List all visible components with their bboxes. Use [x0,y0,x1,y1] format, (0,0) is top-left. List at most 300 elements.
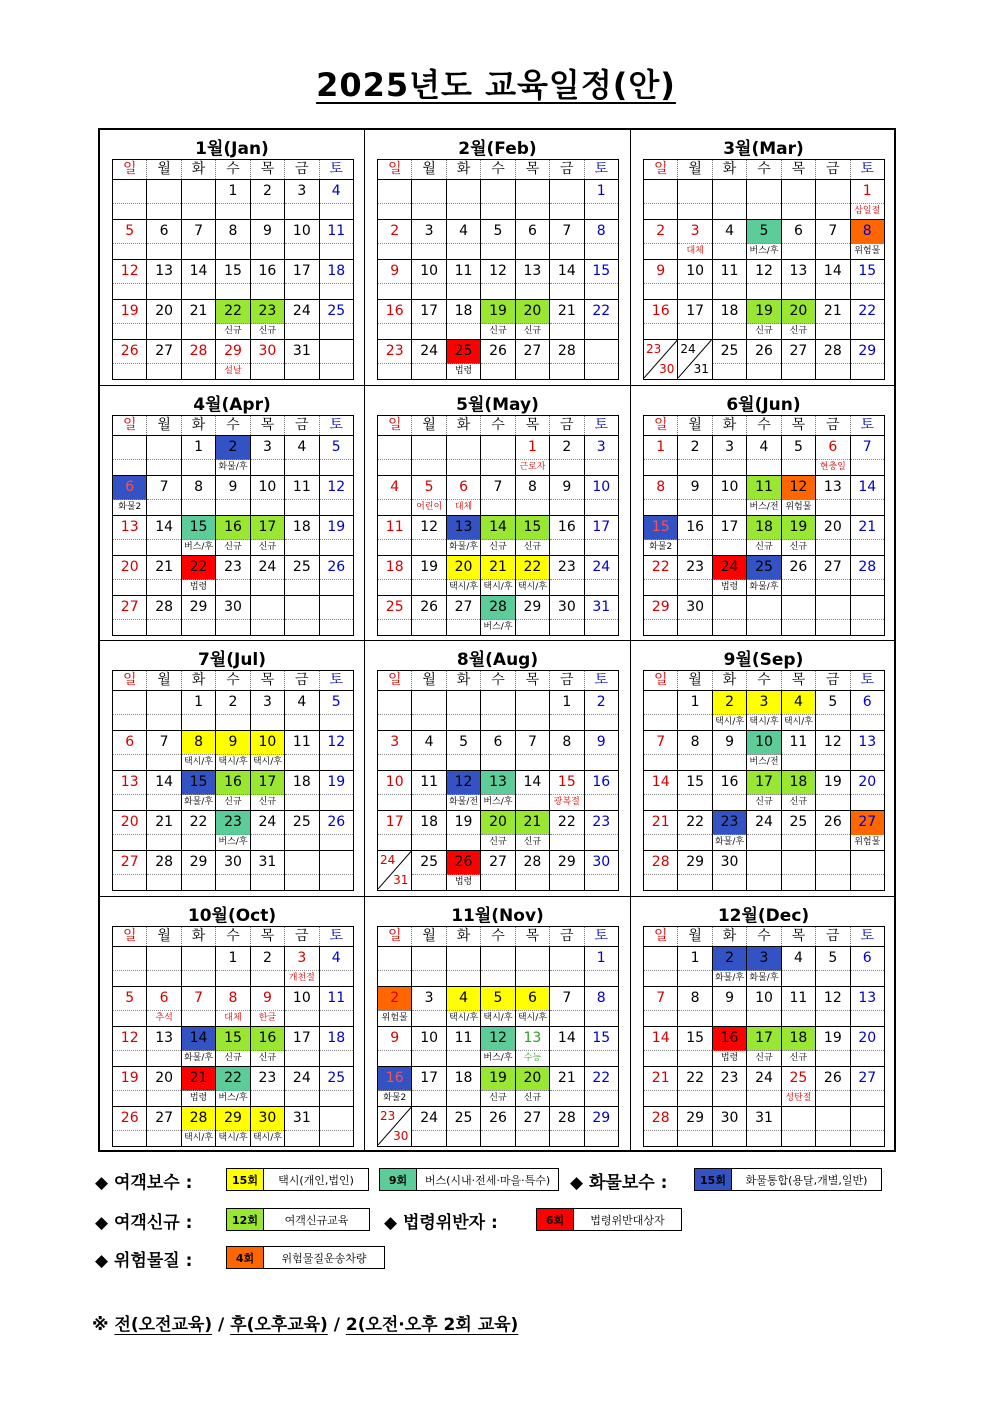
day-cell [285,180,319,219]
day-cell [251,1027,285,1066]
week-row [378,1067,618,1107]
week-row [378,1027,618,1067]
day-cell [782,771,816,810]
day-number: 30 [251,1107,284,1131]
day-cell [216,220,250,259]
day-cell [782,260,816,299]
day-cell [182,1027,216,1066]
weekday-label: 목 [251,416,285,435]
day-note [320,875,353,890]
day-note [550,364,583,379]
day-note [816,1091,849,1106]
day-number: 10 [747,731,780,755]
weekday-label: 일 [113,416,147,435]
day-number: 5 [816,691,849,715]
day-note [320,284,353,299]
day-cell [644,180,678,219]
day-number [251,596,284,620]
month-title: 10월(Oct) [187,906,277,926]
day-note [113,324,146,339]
day-cell [747,516,781,555]
day-cell [747,340,781,379]
day-note [147,580,180,595]
day-note [251,875,284,890]
day-number: 26 [320,811,353,835]
day-note [585,875,618,890]
day-number: 5 [113,987,146,1011]
day-cell [147,516,181,555]
day-note [816,795,849,810]
day-number: 11 [447,1027,480,1051]
day-note [412,580,445,595]
day-note [378,284,411,299]
day-note: 택시/후 [483,582,513,592]
day-cell [216,811,250,850]
day-note [147,875,180,890]
day-number: 11 [320,220,353,244]
day-cell [320,1107,353,1146]
day-cell [713,987,747,1026]
legend-cargo-refresher: ◆ 화물보수 : [570,1173,668,1193]
day-cell [147,1107,181,1146]
day-note [747,364,780,379]
day-cell [113,180,147,219]
day-note [550,755,583,770]
day-cell [678,476,712,515]
day-cell [147,300,181,339]
day-cell [713,1107,747,1146]
page-title: 2025년도 교육일정(안) [316,66,676,104]
day-note [412,715,445,730]
weekday-label: 금 [285,927,319,946]
day-cell [713,436,747,475]
day-cell [412,947,446,986]
day-cell [481,1067,515,1106]
day-number: 24 [713,556,746,580]
weekday-label: 일 [113,160,147,179]
day-note [378,620,411,635]
day-number: 20 [851,1027,884,1051]
day-number: 21 [644,1067,677,1091]
day-number: 31 [285,1107,318,1131]
day-number: 6 [516,220,549,244]
day-cell [747,596,781,635]
day-cell [251,300,285,339]
day-note [147,204,180,219]
weekday-label: 토 [329,161,343,177]
day-number: 5 [782,436,815,460]
day-cell [481,987,515,1026]
day-number: 7 [516,731,549,755]
day-note [516,244,549,259]
day-number: 26 [747,340,780,364]
day-cell [585,516,618,555]
day-note [412,244,445,259]
day-number: 13 [113,516,146,540]
day-cell [713,596,747,635]
day-number: 15 [182,516,215,540]
week-row [644,340,884,379]
day-number: 4 [320,947,353,971]
day-number: 28 [516,851,549,875]
day-number: 5 [113,220,146,244]
day-note [447,620,480,635]
day-number: 24 [412,340,445,364]
day-note: 법령 [454,877,473,887]
week-row [113,220,353,260]
day-note [412,540,445,555]
day-note [713,460,746,475]
day-number: 1 [585,947,618,971]
day-note: 수능 [523,1053,542,1063]
day-note [113,971,146,986]
day-note: 위험물 [785,502,812,512]
day-cell [251,947,285,986]
day-number [320,596,353,620]
day-number: 7 [644,731,677,755]
day-note: 화물/후 [714,973,745,983]
month-3 [631,130,896,386]
day-note: 신규 [258,542,277,552]
day-cell [251,1067,285,1106]
day-cell [285,436,319,475]
week-row [113,476,353,516]
week-row [113,987,353,1027]
weekday-label: 수 [747,416,781,435]
day-cell [550,771,584,810]
day-number: 2 [251,947,284,971]
day-number: 8 [678,987,711,1011]
day-number [378,180,411,204]
day-cell [216,1027,250,1066]
day-note [678,324,711,339]
day-cell [412,180,446,219]
day-cell [320,436,353,475]
day-note [320,364,353,379]
day-note: 신규 [224,797,242,807]
day-number: 26 [113,1107,146,1131]
day-number: 16 [644,300,677,324]
day-cell [251,516,285,555]
day-note: 택시/후 [714,717,745,727]
day-number: 1 [182,691,215,715]
day-note [550,715,583,730]
day-number: 13 [516,260,549,284]
day-note [113,795,146,810]
day-number: 7 [147,731,180,755]
day-number: 7 [182,987,215,1011]
day-cell [378,260,412,299]
day-number: 6 [782,220,815,244]
day-cell [516,771,550,810]
day-number: 19 [412,556,445,580]
day-note [550,284,583,299]
day-note [320,1091,353,1106]
day-cell [644,1107,678,1146]
day-cell [113,1067,147,1106]
day-number: 28 [550,340,583,364]
day-note [816,715,849,730]
day-note: 택시/후 [517,582,547,592]
day-number: 11 [447,260,480,284]
day-cell [320,771,353,810]
day-note [251,715,284,730]
day-cell [782,300,816,339]
day-number: 28 [644,1107,677,1131]
day-cell [747,851,781,890]
day-note [216,875,249,890]
day-number: 21 [182,1067,215,1091]
day-number: 30 [585,851,618,875]
day-number: 2 [713,947,746,971]
day-cell [550,476,584,515]
legend-taxi-count: 15회 [227,1169,264,1190]
weekday-label: 수 [216,927,250,946]
day-cell [782,596,816,635]
day-number: 17 [285,260,318,284]
weekday-label: 월 [412,927,446,946]
day-note: 신규 [489,1093,507,1103]
day-number: 9 [713,987,746,1011]
day-cell [447,516,481,555]
day-cell [851,436,884,475]
day-note [320,460,353,475]
week-row [644,436,884,476]
day-number: 2 [550,436,583,460]
day-cell [481,771,515,810]
day-note [713,204,746,219]
day-cell [251,691,285,730]
month-title: 11월(Nov) [451,906,544,926]
day-number: 25 [713,340,746,364]
weekday-label: 수 [747,927,781,946]
day-number: 30 [251,340,284,364]
day-note [251,284,284,299]
day-cell [285,260,319,299]
day-number: 1 [216,180,249,204]
day-note [747,1131,780,1146]
day-number [713,596,746,620]
day-number [851,851,884,875]
day-cell [585,1067,618,1106]
footnote-am: 전(오전교육) [114,1315,213,1335]
weekday-label: 목 [516,160,550,179]
day-note [644,460,677,475]
weekday-label: 수 [216,160,250,179]
day-note [251,244,284,259]
day-cell [550,436,584,475]
day-number [285,851,318,875]
day-number: 4 [747,436,780,460]
day-note [678,500,711,515]
day-cell [481,851,515,890]
day-number: 11 [782,731,815,755]
month-grid [643,159,885,380]
day-note [516,620,549,635]
day-cell [851,1067,884,1106]
day-number: 18 [378,556,411,580]
day-number: 10 [412,260,445,284]
day-cell [851,1027,884,1066]
day-cell [516,220,550,259]
day-number: 23 [216,811,249,835]
day-number: 16 [713,1027,746,1051]
day-cell [481,436,515,475]
day-cell [782,1067,816,1106]
day-number: 25 [285,556,318,580]
day-number: 7 [550,220,583,244]
day-number: 7 [816,220,849,244]
day-note [447,835,480,850]
day-number: 16 [251,1027,284,1051]
day-note: 화물2 [383,1093,407,1103]
day-number: 13 [851,987,884,1011]
weekday-label: 수 [481,927,515,946]
week-row [378,436,618,476]
day-number: 24 [285,1067,318,1091]
day-cell [516,516,550,555]
day-cell [378,691,412,730]
day-cell [816,516,850,555]
day-cell [182,556,216,595]
day-note [320,244,353,259]
day-number: 16 [216,516,249,540]
weekday-header [113,160,353,180]
day-number: 28 [182,1107,215,1131]
day-cell [713,180,747,219]
day-cell [147,1067,181,1106]
day-cell [851,180,884,219]
day-cell [481,1027,515,1066]
day-number: 10 [412,1027,445,1051]
day-number: 23 [713,811,746,835]
day-note [678,460,711,475]
day-note [516,284,549,299]
day-cell [516,811,550,850]
day-number: 29 [851,340,884,364]
weekday-label: 목 [516,416,550,435]
day-note [516,875,549,890]
day-note [550,500,583,515]
month-title: 12월(Dec) [717,906,810,926]
day-cell [747,476,781,515]
day-note [644,620,677,635]
day-note [481,500,514,515]
day-note [550,1011,583,1026]
day-note [147,835,180,850]
day-note [747,1091,780,1106]
day-number: 30 [713,1107,746,1131]
day-number: 18 [320,260,353,284]
day-number: 6 [516,987,549,1011]
day-note [678,715,711,730]
day-cell [516,947,550,986]
day-number: 23 [251,1067,284,1091]
day-cell [550,340,584,379]
day-number: 17 [378,811,411,835]
week-row [113,1107,353,1146]
day-number: 10 [713,476,746,500]
month-5 [365,386,631,641]
day-note [644,500,677,515]
day-number: 12 [747,260,780,284]
day-number: 3 [713,436,746,460]
footnote-pm: 후(오후교육) [230,1315,328,1335]
day-note [782,204,815,219]
day-cell [816,476,850,515]
day-note [644,755,677,770]
day-cell [481,811,515,850]
day-cell [147,220,181,259]
day-note [851,500,884,515]
day-cell [747,947,781,986]
month-title: 1월(Jan) [195,139,269,159]
day-number: 13 [481,771,514,795]
day-note [251,580,284,595]
day-cell [447,1027,481,1066]
day-cell [182,771,216,810]
day-cell [378,987,412,1026]
day-cell [851,260,884,299]
day-number: 10 [285,987,318,1011]
day-number: 23 [678,556,711,580]
day-cell [747,691,781,730]
day-note [147,244,180,259]
weekday-label: 월 [147,160,181,179]
day-number: 22 [182,811,215,835]
day-number: 27 [113,851,146,875]
day-note [285,580,318,595]
day-note [481,244,514,259]
day-note [412,875,445,890]
day-number: 22 [216,300,249,324]
day-number: 12 [447,771,480,795]
day-cell [516,180,550,219]
day-cell [182,180,216,219]
day-note [412,795,445,810]
day-cell [285,596,319,635]
day-number: 27 [851,811,884,835]
day-note: 택시/후 [252,1133,282,1143]
day-note [585,580,618,595]
day-note [447,284,480,299]
day-number: 29 [678,1107,711,1131]
day-number: 14 [816,260,849,284]
day-number: 25 [782,1067,815,1091]
day-note: 화물/후 [749,973,779,983]
day-cell [412,220,446,259]
day-number: 17 [285,1027,318,1051]
day-note [113,540,146,555]
day-number [713,180,746,204]
day-number: 22 [182,556,215,580]
day-number: 25 [447,340,480,364]
day-cell [747,771,781,810]
day-note [216,284,249,299]
day-cell [585,1027,618,1066]
day-cell [678,851,712,890]
day-note: 택시/후 [483,1013,513,1023]
day-cell [412,987,446,1026]
day-note [412,1011,445,1026]
week-row [644,1067,884,1107]
day-cell [550,691,584,730]
day-number: 12 [816,731,849,755]
footnote-sep: / [327,1315,346,1335]
day-note [285,755,318,770]
day-note [320,580,353,595]
day-note [782,244,815,259]
